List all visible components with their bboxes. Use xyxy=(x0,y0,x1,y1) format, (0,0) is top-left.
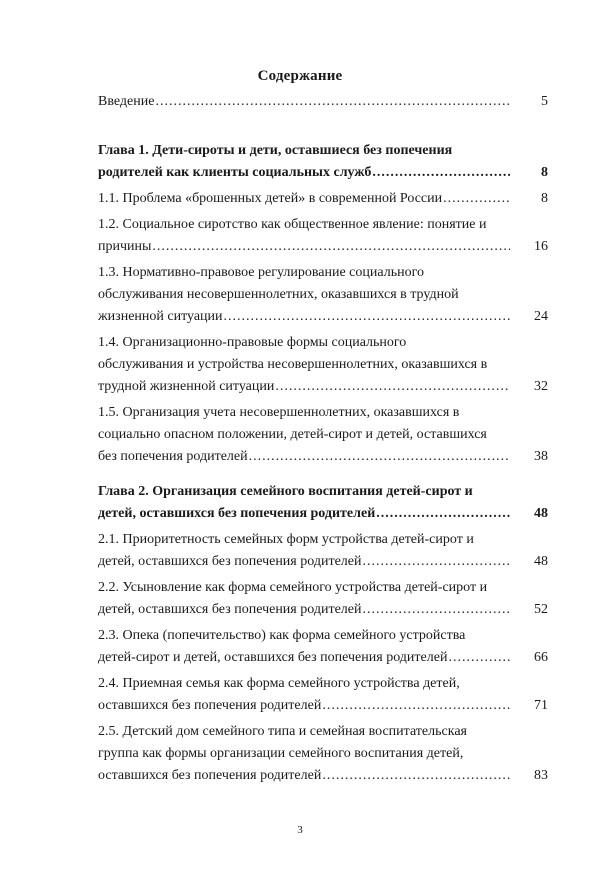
toc-entry-text: без попечения родителей xyxy=(98,449,248,464)
toc-entry-line: 2.2. Усыновление как форма семейного устройства детей-сирот и xyxy=(98,580,488,595)
toc-entry-text: жизненной ситуации xyxy=(98,309,223,324)
toc-entry-last-line xyxy=(98,599,548,621)
toc-entry xyxy=(98,188,548,210)
toc-title: Содержание xyxy=(257,68,343,84)
toc-page-number: 38 xyxy=(534,449,548,464)
toc-entry-line: 2.3. Опека (попечительство) как форма семейного устройства xyxy=(98,628,466,643)
toc-entry-line: обслуживания и устройства несовершеннолетних, оказавшихся в xyxy=(98,357,488,372)
toc-page-number: 8 xyxy=(541,165,548,180)
toc-page-number: 83 xyxy=(534,768,548,783)
toc-entry-last-line xyxy=(98,765,548,787)
toc-entry-last-line xyxy=(98,551,548,573)
toc-page-number: 52 xyxy=(534,602,548,617)
toc-entry-text: детей-сирот и детей, оставшихся без попечения родителей xyxy=(98,650,448,665)
toc-entry-line: Глава 2. Организация семейного воспитания детей-сирот и xyxy=(98,484,473,499)
toc-entry xyxy=(98,402,548,468)
toc-page-number: 5 xyxy=(541,94,548,109)
toc-entry-last-line xyxy=(98,91,548,113)
dot-leader xyxy=(372,162,510,184)
toc-entry-text: трудной жизненной ситуации xyxy=(98,379,275,394)
dot-leader xyxy=(249,446,510,468)
dot-leader xyxy=(362,599,510,621)
toc-page-number: 71 xyxy=(534,698,548,713)
toc-entry-text: детей, оставшихся без попечения родителей xyxy=(98,506,376,521)
toc-entry-last-line xyxy=(98,647,548,669)
toc-chapter-entry xyxy=(98,140,548,184)
toc-page-number: 48 xyxy=(534,506,548,521)
toc-entry-last-line xyxy=(98,503,548,525)
toc-entry-last-line xyxy=(98,376,548,398)
dot-leader xyxy=(322,765,510,787)
toc-entry-line: 2.1. Приоритетность семейных форм устройства детей-сирот и xyxy=(98,532,474,547)
toc-page-number: 66 xyxy=(534,650,548,665)
page-number: 3 xyxy=(297,824,303,836)
toc-page-number: 48 xyxy=(534,554,548,569)
section-gap xyxy=(98,127,548,140)
toc-entry-text: детей, оставшихся без попечения родителей xyxy=(98,554,362,569)
toc-entry-text: оставшихся без попечения родителей xyxy=(98,698,322,713)
toc-entry-last-line xyxy=(98,188,548,210)
toc-entry xyxy=(98,721,548,787)
toc-entry-line: 1.4. Организационно-правовые формы социального xyxy=(98,335,407,350)
toc-entry-line: группа как формы организации семейного воспитания детей, xyxy=(98,746,464,761)
toc-entry-line: 1.5. Организация учета несовершеннолетних, оказавшихся в xyxy=(98,405,460,420)
toc-entry-line: 2.5. Детский дом семейного типа и семейная воспитательская xyxy=(98,724,467,739)
toc-page-number: 8 xyxy=(541,191,548,206)
toc-entry-line: 1.2. Социальное сиротство как общественное явление: понятие и xyxy=(98,217,487,232)
dot-leader xyxy=(362,551,510,573)
toc-entry xyxy=(98,91,548,113)
toc-entry-text: 1.1. Проблема «брошенных детей» в современной России xyxy=(98,191,443,206)
toc-entry-last-line xyxy=(98,306,548,328)
toc-page-number: 32 xyxy=(534,379,548,394)
toc-entry-last-line xyxy=(98,446,548,468)
dot-leader xyxy=(152,236,510,258)
toc-entry-line: обслуживания несовершеннолетних, оказавшихся в трудной xyxy=(98,287,459,302)
toc-entry xyxy=(98,673,548,717)
toc-entry-text: Введение xyxy=(98,94,155,109)
toc-entry-last-line xyxy=(98,162,548,184)
toc-entry-last-line xyxy=(98,695,548,717)
dot-leader xyxy=(448,647,510,669)
toc-page-number: 24 xyxy=(534,309,548,324)
dot-leader xyxy=(275,376,510,398)
toc-entry xyxy=(98,625,548,669)
toc-entry-text: оставшихся без попечения родителей xyxy=(98,768,322,783)
dot-leader xyxy=(443,188,510,210)
table-of-contents xyxy=(98,91,548,787)
toc-entry-line: 2.4. Приемная семья как форма семейного устройства детей, xyxy=(98,676,460,691)
toc-entry-last-line xyxy=(98,236,548,258)
intro-gap xyxy=(98,113,548,127)
toc-chapter-entry xyxy=(98,481,548,525)
toc-entry-line: Глава 1. Дети-сироты и дети, оставшиеся без попечения xyxy=(98,143,453,158)
toc-entry-text: причины xyxy=(98,239,152,254)
dot-leader xyxy=(224,306,510,328)
toc-entry xyxy=(98,529,548,573)
toc-entry xyxy=(98,262,548,328)
dot-leader xyxy=(155,91,510,113)
toc-entry-text: детей, оставшихся без попечения родителей xyxy=(98,602,362,617)
toc-page-number: 16 xyxy=(534,239,548,254)
section-gap xyxy=(98,468,548,481)
toc-entry-text: родителей как клиенты социальных служб xyxy=(98,165,372,180)
toc-entry-line: 1.3. Нормативно-правовое регулирование социального xyxy=(98,265,424,280)
toc-entry xyxy=(98,577,548,621)
toc-entry-line: социально опасном положении, детей-сирот и детей, оставшихся xyxy=(98,427,487,442)
toc-entry xyxy=(98,332,548,398)
dot-leader xyxy=(376,503,510,525)
toc-entry xyxy=(98,214,548,258)
dot-leader xyxy=(322,695,510,717)
